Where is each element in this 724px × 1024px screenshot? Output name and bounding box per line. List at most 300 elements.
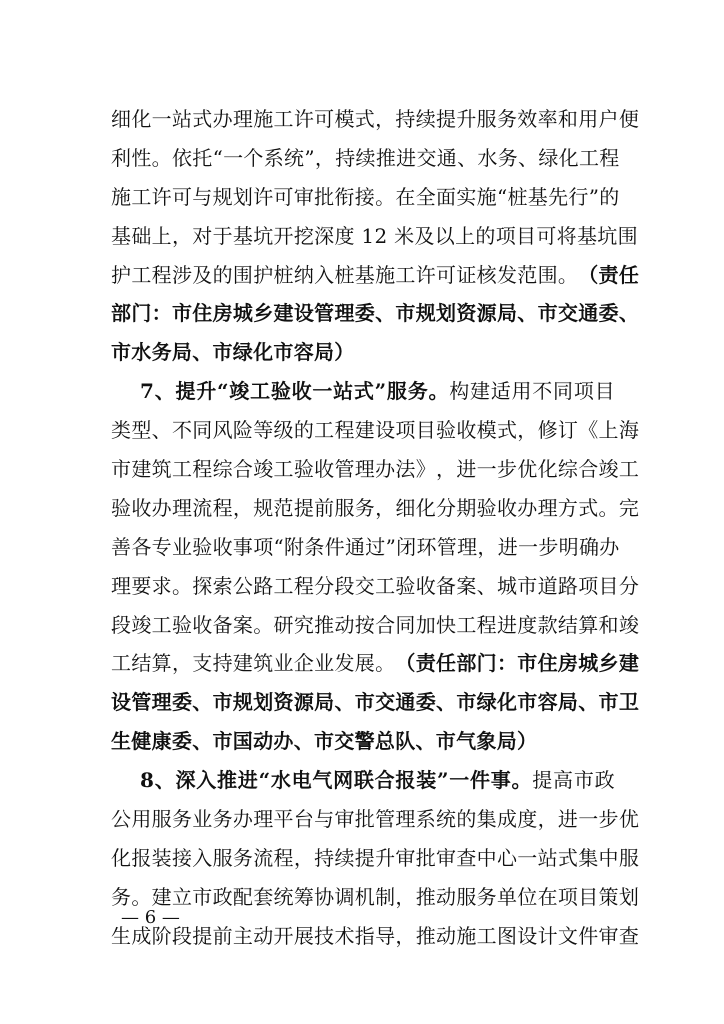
text-segment: 段 — [334, 573, 355, 598]
text-segment: 乡 — [253, 301, 274, 326]
text-segment: 支 — [192, 651, 213, 676]
text-segment: 市 — [456, 690, 477, 715]
text-segment: 专 — [151, 534, 172, 559]
text-segment: 收 — [496, 495, 518, 520]
text-segment: 集 — [578, 845, 599, 870]
text-segment: 段 — [171, 923, 193, 948]
text-segment: 理 — [171, 495, 193, 520]
text-segment: 交 — [375, 690, 396, 715]
text-segment: 一 — [476, 457, 497, 482]
text-segment: 案 — [232, 612, 254, 637]
text-segment: 式 — [496, 418, 518, 443]
text-segment: 程 — [212, 495, 233, 520]
text-segment: 验 — [192, 534, 213, 559]
text-segment: 及 — [192, 262, 213, 287]
text-segment: 部 — [111, 301, 132, 326]
text-segment: 位 — [517, 884, 538, 909]
text-segment: 装 — [416, 768, 437, 793]
text-segment: ， — [171, 223, 193, 248]
text-segment: 图 — [496, 923, 518, 948]
text-segment: 局 — [496, 301, 518, 326]
text-segment: 面 — [436, 184, 457, 209]
text-segment: ， — [436, 457, 457, 482]
text-segment: 接 — [354, 184, 376, 209]
text-segment: 度 — [517, 807, 538, 832]
text-segment: 集 — [476, 807, 497, 832]
text-segment: 升 — [375, 845, 396, 870]
text-segment: 程 — [334, 418, 355, 443]
text-segment: 统 — [284, 145, 305, 170]
text-segment: 中 — [476, 845, 497, 870]
text-segment: 立 — [171, 884, 193, 909]
text-segment: 项 — [253, 534, 274, 559]
text-segment: 工 — [273, 573, 294, 598]
text-segment: 交 — [354, 573, 376, 598]
text-segment: 单 — [496, 884, 518, 909]
text-segment: “ — [273, 534, 285, 559]
text-segment: 批 — [354, 807, 376, 832]
text-segment: 房 — [212, 301, 233, 326]
text-segment: 水 — [270, 768, 292, 793]
text-segment: 竣 — [253, 457, 274, 482]
text-segment: 综 — [557, 457, 579, 482]
text-segment: 气 — [312, 768, 333, 793]
text-segment: 办 — [599, 534, 620, 559]
text-segment: 目 — [598, 573, 619, 598]
text-segment: 网 — [333, 768, 354, 793]
text-segment: 化 — [415, 495, 436, 520]
text-segment: 审 — [293, 184, 315, 209]
text-segment: 目 — [578, 884, 599, 909]
text-segment: 建 — [151, 884, 172, 909]
text-segment: 公 — [232, 573, 254, 598]
text-segment: 务 — [496, 107, 518, 131]
text-segment: 市 — [517, 690, 538, 715]
text-segment: 托 — [192, 145, 213, 170]
text-segment: 工 — [578, 145, 600, 170]
text-segment: 进 — [396, 145, 417, 170]
text-line — [111, 722, 615, 761]
text-segment: 要 — [131, 573, 152, 598]
text-segment: 工 — [131, 262, 152, 287]
text-segment: ， — [171, 651, 193, 676]
text-segment: 管 — [334, 457, 355, 482]
text-segment: ， — [314, 145, 336, 170]
text-segment: 完 — [618, 495, 640, 520]
text-segment: 上 — [598, 418, 619, 443]
text-segment: 政 — [594, 768, 615, 793]
text-segment: 理 — [151, 690, 172, 715]
text-segment: 制 — [375, 884, 396, 909]
text-segment: 报 — [395, 768, 416, 793]
text-segment: 的 — [212, 262, 233, 287]
text-segment: 流 — [253, 845, 274, 870]
text-segment: 围 — [617, 223, 638, 248]
text-segment: 进 — [456, 457, 477, 482]
text-segment: 快 — [436, 612, 457, 637]
text-segment: 收 — [456, 418, 477, 443]
text-segment: 和 — [557, 107, 579, 131]
text-segment: 事 — [232, 534, 254, 559]
text-segment: 验 — [395, 573, 416, 598]
text-segment: 门 — [131, 301, 152, 326]
text-segment: ” — [385, 534, 397, 559]
text-segment: 不 — [532, 379, 553, 404]
text-segment: 优 — [618, 807, 640, 832]
text-segment: 站 — [171, 107, 193, 131]
text-segment: 步 — [538, 534, 559, 559]
text-segment: 优 — [517, 457, 538, 482]
text-segment: 指 — [354, 923, 376, 948]
text-segment: （ — [578, 262, 599, 287]
text-segment: 项 — [573, 379, 595, 404]
text-segment: 8 — [111, 768, 155, 793]
text-segment: 服 — [151, 807, 172, 832]
text-segment: 件 — [469, 768, 491, 793]
text-segment: 政 — [212, 884, 233, 909]
text-segment: 程 — [293, 573, 315, 598]
text-segment: 算 — [578, 612, 599, 637]
text-segment: 建 — [273, 301, 294, 326]
text-segment: 一 — [517, 845, 538, 870]
text-segment: 行 — [568, 184, 589, 209]
text-segment: 划 — [253, 690, 274, 715]
text-segment: 度 — [334, 223, 355, 248]
text-segment: 一 — [578, 807, 599, 832]
text-segment: 坑 — [253, 223, 274, 248]
text-segment: 可 — [536, 223, 557, 248]
text-segment: 许 — [293, 107, 315, 131]
text-segment: 计 — [537, 923, 558, 948]
text-line — [111, 800, 640, 839]
text-segment: 桩 — [334, 262, 355, 287]
text-segment: 通 — [344, 534, 366, 559]
text-segment: 设 — [517, 923, 538, 948]
text-segment: 通 — [578, 301, 599, 326]
text-segment: 于 — [212, 223, 233, 248]
text-segment: 委 — [415, 690, 436, 715]
text-segment: 务 — [476, 884, 497, 909]
text-segment: 2 — [374, 223, 388, 248]
text-segment: 入 — [314, 262, 335, 287]
text-segment: 、 — [457, 145, 478, 170]
text-segment: 件 — [578, 923, 599, 948]
text-segment: 查 — [456, 845, 477, 870]
text-segment: ， — [537, 807, 558, 832]
text-segment: ， — [293, 845, 315, 870]
text-segment: 的 — [293, 418, 315, 443]
text-segment: 的 — [456, 807, 477, 832]
text-segment: 业 — [171, 534, 193, 559]
text-segment: 收 — [291, 379, 312, 404]
text-segment: 收 — [415, 573, 436, 598]
text-segment: 城 — [496, 573, 518, 598]
text-segment: 系 — [263, 145, 285, 170]
text-segment: 工 — [131, 184, 152, 209]
text-segment: 推 — [314, 612, 335, 637]
text-segment: 提 — [436, 107, 457, 131]
text-segment: 收 — [131, 495, 152, 520]
text-segment: 部 — [456, 651, 477, 676]
text-segment: 责 — [598, 262, 619, 287]
text-segment: 研 — [273, 612, 294, 637]
text-segment: 化 — [111, 845, 132, 870]
text-segment: 统 — [273, 884, 294, 909]
text-segment: 、 — [192, 690, 213, 715]
text-segment: 办 — [151, 495, 172, 520]
text-segment: 提 — [354, 845, 376, 870]
text-segment: 市 — [517, 573, 538, 598]
text-segment: 。 — [131, 884, 152, 909]
text-segment: 批 — [314, 184, 335, 209]
text-segment: 动 — [436, 923, 457, 948]
text-segment: 合 — [375, 612, 396, 637]
text-segment: 、 — [436, 690, 457, 715]
text-segment: 市 — [354, 690, 376, 715]
text-segment: 许 — [151, 184, 172, 209]
text-segment: 的 — [475, 223, 496, 248]
text-segment: 办 — [517, 495, 538, 520]
text-segment: 筑 — [151, 457, 172, 482]
text-segment: 提 — [293, 495, 315, 520]
text-segment: 许 — [415, 262, 436, 287]
text-segment: 收 — [314, 457, 335, 482]
text-segment: 进 — [497, 534, 518, 559]
text-segment: 期 — [456, 495, 477, 520]
text-segment: 推 — [415, 884, 436, 909]
text-segment: 规 — [415, 301, 436, 326]
text-segment: 工 — [375, 573, 396, 598]
text-segment: 道 — [537, 573, 558, 598]
text-segment: 、 — [334, 690, 355, 715]
text-segment: 证 — [456, 262, 477, 287]
text-segment: 索 — [212, 573, 233, 598]
text-segment: 在 — [395, 184, 416, 209]
text-segment: 管 — [131, 690, 152, 715]
text-segment: 7 — [111, 379, 155, 404]
text-segment: 工 — [171, 457, 193, 482]
text-segment: 施 — [375, 262, 396, 287]
text-segment: 挖 — [293, 223, 315, 248]
text-segment: 配 — [232, 884, 254, 909]
text-segment: 、 — [518, 145, 539, 170]
text-segment: 闭 — [396, 534, 417, 559]
text-line — [111, 100, 640, 139]
text-segment: 施 — [456, 923, 477, 948]
text-segment: 委 — [598, 301, 619, 326]
text-segment: “ — [212, 145, 224, 170]
text-segment: 提 — [175, 379, 196, 404]
text-segment: 条 — [304, 534, 325, 559]
text-segment: 市 — [111, 457, 132, 482]
text-segment: ： — [151, 301, 172, 326]
text-segment: 率 — [537, 107, 558, 131]
text-segment: 委 — [171, 690, 193, 715]
text-segment: 工 — [250, 379, 271, 404]
text-segment: 结 — [557, 612, 579, 637]
text-segment: 分 — [618, 573, 640, 598]
text-segment: 中 — [598, 845, 619, 870]
text-segment: 一 — [151, 107, 172, 131]
text-segment: 城 — [578, 651, 599, 676]
text-segment: 一 — [223, 145, 244, 170]
text-segment: 划 — [436, 301, 457, 326]
text-segment: 度 — [517, 612, 538, 637]
text-segment: ， — [477, 534, 498, 559]
text-segment: 服 — [618, 845, 640, 870]
text-segment: 资 — [273, 690, 294, 715]
text-segment: 基 — [111, 223, 132, 248]
text-segment: 案 — [456, 573, 477, 598]
text-segment: 规 — [253, 495, 274, 520]
text-segment: 纳 — [293, 262, 315, 287]
text-segment: 按 — [354, 612, 376, 637]
text-segment: 批 — [415, 845, 436, 870]
text-segment: 乡 — [598, 651, 619, 676]
text-segment: 风 — [212, 418, 233, 443]
text-line — [111, 333, 615, 372]
text-segment: 建 — [618, 651, 640, 676]
text-segment: 续 — [355, 145, 376, 170]
text-segment: 式 — [353, 379, 375, 404]
text-segment: 海 — [618, 418, 640, 443]
text-segment: 项 — [557, 884, 579, 909]
text-segment: 理 — [253, 807, 274, 832]
text-segment: 米 — [387, 223, 415, 248]
text-segment: ， — [517, 418, 538, 443]
text-segment: 务 — [111, 884, 132, 909]
text-segment: 基 — [576, 223, 598, 248]
text-line — [111, 606, 640, 645]
text-segment: 涉 — [171, 262, 193, 287]
text-segment: 适 — [490, 379, 512, 404]
text-segment: 一 — [518, 534, 539, 559]
text-segment: 服 — [456, 884, 477, 909]
text-segment: 卫 — [618, 690, 640, 715]
text-segment: 验 — [293, 457, 315, 482]
text-segment: 服 — [334, 495, 355, 520]
text-segment: 工 — [151, 612, 172, 637]
text-segment: 各 — [131, 534, 152, 559]
text-segment: 理 — [334, 301, 355, 326]
text-segment: ” — [436, 768, 449, 793]
text-segment: 程 — [476, 612, 497, 637]
text-segment: 环 — [416, 534, 437, 559]
text-segment: 理 — [457, 534, 478, 559]
text-segment: 实 — [456, 184, 477, 209]
text-segment: 展 — [354, 651, 376, 676]
text-segment: 基 — [354, 262, 376, 287]
text-segment: ” — [588, 184, 600, 209]
text-segment: 围 — [537, 262, 558, 287]
text-segment: 站 — [333, 379, 354, 404]
text-segment: ， — [395, 884, 416, 909]
text-segment: 管 — [314, 301, 335, 326]
text-segment: 住 — [537, 651, 558, 676]
text-segment: 衔 — [334, 184, 355, 209]
text-segment: 市 — [212, 690, 233, 715]
text-line — [111, 644, 640, 683]
text-segment: 展 — [293, 923, 315, 948]
text-segment: 许 — [253, 184, 274, 209]
text-segment: 市 — [517, 651, 538, 676]
text-segment: 依 — [171, 145, 193, 170]
text-segment: 筹 — [293, 884, 315, 909]
text-segment: 报 — [131, 845, 152, 870]
text-segment: 、 — [618, 301, 640, 326]
text-segment: 建 — [469, 379, 491, 404]
text-line — [111, 217, 638, 256]
text-segment: 以 — [434, 223, 456, 248]
text-segment: 责 — [415, 651, 436, 676]
text-segment: 高 — [553, 768, 574, 793]
text-segment: 等 — [253, 418, 274, 443]
text-segment: 提 — [532, 768, 553, 793]
text-segment: 将 — [556, 223, 577, 248]
text-segment: 续 — [334, 845, 355, 870]
text-segment: 与 — [314, 807, 335, 832]
text-segment: 。 — [375, 184, 396, 209]
text-segment: 不 — [171, 418, 193, 443]
text-segment: 务 — [171, 807, 193, 832]
text-segment: 划 — [232, 184, 254, 209]
text-segment: 动 — [436, 884, 457, 909]
text-segment: 筑 — [253, 651, 274, 676]
text-segment: 坑 — [597, 223, 618, 248]
text-segment: 附 — [284, 534, 305, 559]
text-segment: 验 — [111, 495, 132, 520]
text-segment: 件 — [324, 534, 345, 559]
text-segment: 升 — [456, 107, 477, 131]
text-segment: 住 — [192, 301, 213, 326]
text-segment: 目 — [594, 379, 615, 404]
text-segment: 划 — [618, 884, 640, 909]
text-segment: 资 — [456, 301, 477, 326]
text-segment: 事 — [490, 768, 512, 793]
text-segment: 生健康委、市国动办、市交警总队、市气象局） — [111, 729, 538, 754]
text-segment: 工 — [314, 418, 335, 443]
text-segment: 城 — [232, 301, 254, 326]
text-segment: 分 — [436, 495, 457, 520]
text-segment: 》 — [415, 457, 436, 482]
text-segment: 1 — [354, 223, 375, 248]
text-segment: ” — [374, 379, 387, 404]
text-segment: 房 — [557, 651, 579, 676]
text-segment: 性 — [131, 145, 152, 170]
text-segment: 可 — [436, 262, 457, 287]
text-segment: 。 — [253, 612, 274, 637]
text-segment: 建 — [354, 418, 376, 443]
text-segment: 模 — [334, 107, 355, 131]
text-segment: 分 — [314, 573, 335, 598]
text-segment: 市 — [598, 690, 619, 715]
text-segment: 。 — [428, 379, 449, 404]
text-segment: 服 — [386, 379, 408, 404]
text-segment: 务 — [407, 379, 428, 404]
text-segment: 上 — [151, 223, 172, 248]
text-segment: 便 — [618, 107, 640, 131]
text-segment: “ — [496, 184, 508, 209]
text-segment: 善 — [111, 534, 132, 559]
text-segment: 、 — [154, 379, 176, 404]
text-segment: 化 — [131, 107, 152, 131]
text-segment: 策 — [598, 884, 619, 909]
text-segment: （ — [395, 651, 416, 676]
text-segment: 务 — [497, 145, 518, 170]
text-segment: 先 — [548, 184, 569, 209]
text-segment: 验 — [436, 418, 457, 443]
text-segment: 管 — [436, 534, 458, 559]
